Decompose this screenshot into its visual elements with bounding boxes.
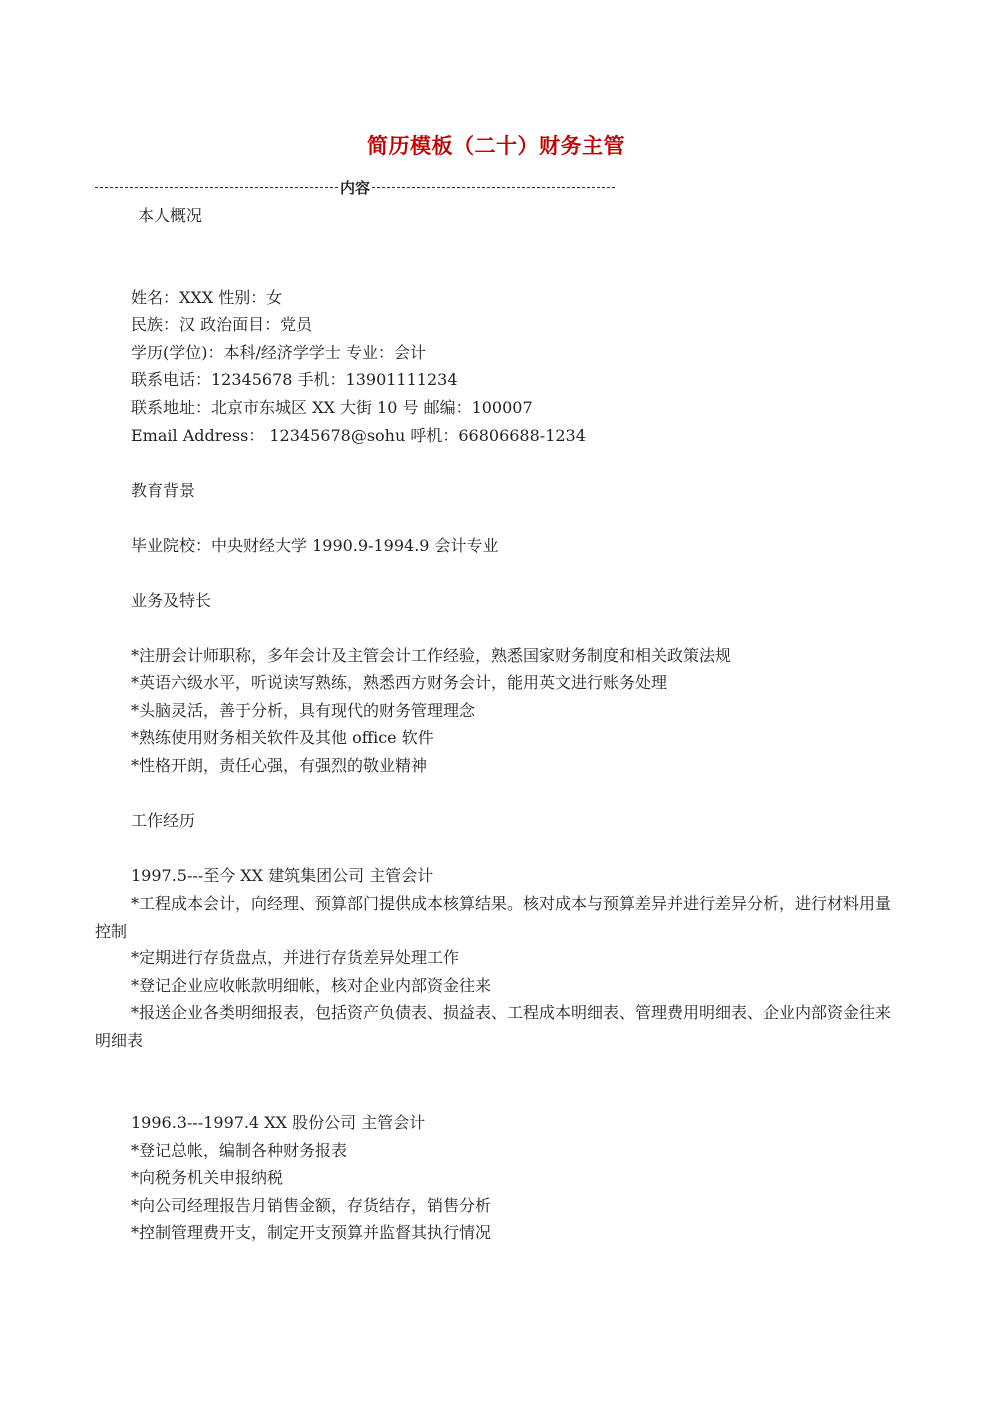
- skill-item: *头脑灵活，善于分析，具有现代的财务管理理念: [131, 701, 476, 720]
- divider-dash-right: [372, 187, 615, 188]
- job-header: 1997.5---至今 XX 建筑集团公司 主管会计: [131, 866, 434, 885]
- personal-info-line: Email Address： 12345678@sohu 呼机：66806688-1234: [131, 426, 586, 445]
- personal-info-line: 联系电话：12345678 手机：13901111234: [131, 370, 458, 389]
- personal-info-line: 学历(学位)：本科/经济学学士 专业：会计: [131, 343, 426, 362]
- section-heading-work: 工作经历: [131, 811, 196, 830]
- divider-dash-left: [95, 187, 338, 188]
- job-duty: *定期进行存货盘点，并进行存货差异处理工作: [131, 948, 460, 967]
- personal-info-line: 联系地址：北京市东城区 XX 大街 10 号 邮编：100007: [131, 398, 533, 417]
- skill-item: *英语六级水平，听说读写熟练，熟悉西方财务会计，能用英文进行账务处理: [131, 673, 668, 692]
- job-duty: *登记企业应收帐款明细帐，核对企业内部资金往来: [131, 976, 492, 995]
- divider-label: 内容: [340, 179, 371, 197]
- job-duty: *工程成本会计，向经理、预算部门提供成本核算结果。核对成本与预算差异并进行差异分析，进行材料用量控制: [95, 894, 892, 941]
- job-header: 1996.3---1997.4 XX 股份公司 主管会计: [131, 1113, 426, 1132]
- job-duty: *向公司经理报告月销售金额，存货结存，销售分析: [131, 1196, 492, 1215]
- skill-item: *性格开朗，责任心强，有强烈的敬业精神: [131, 756, 428, 775]
- personal-info-line: 民族：汉 政治面目：党员: [131, 315, 313, 334]
- section-heading-education: 教育背景: [131, 481, 196, 500]
- section-heading-overview: 本人概况: [138, 206, 203, 225]
- content-divider: [95, 177, 615, 198]
- page-title: 简历模板（二十）财务主管: [367, 133, 625, 158]
- job-duty: *报送企业各类明细报表，包括资产负债表、损益表、工程成本明细表、管理费用明细表、企业内部资金往来明细表: [95, 1003, 892, 1050]
- job-duty: *控制管理费开支，制定开支预算并监督其执行情况: [131, 1223, 492, 1242]
- education-line: 毕业院校：中央财经大学 1990.9-1994.9 会计专业: [131, 536, 499, 555]
- section-heading-skills: 业务及特长: [131, 591, 212, 610]
- skill-item: *注册会计师职称，多年会计及主管会计工作经验，熟悉国家财务制度和相关政策法规: [131, 646, 732, 665]
- job-duty: *登记总帐，编制各种财务报表: [131, 1141, 348, 1160]
- personal-info-line: 姓名：XXX 性别：女: [131, 288, 283, 307]
- job-duty: *向税务机关申报纳税: [131, 1168, 284, 1187]
- skill-item: *熟练使用财务相关软件及其他 office 软件: [131, 728, 434, 747]
